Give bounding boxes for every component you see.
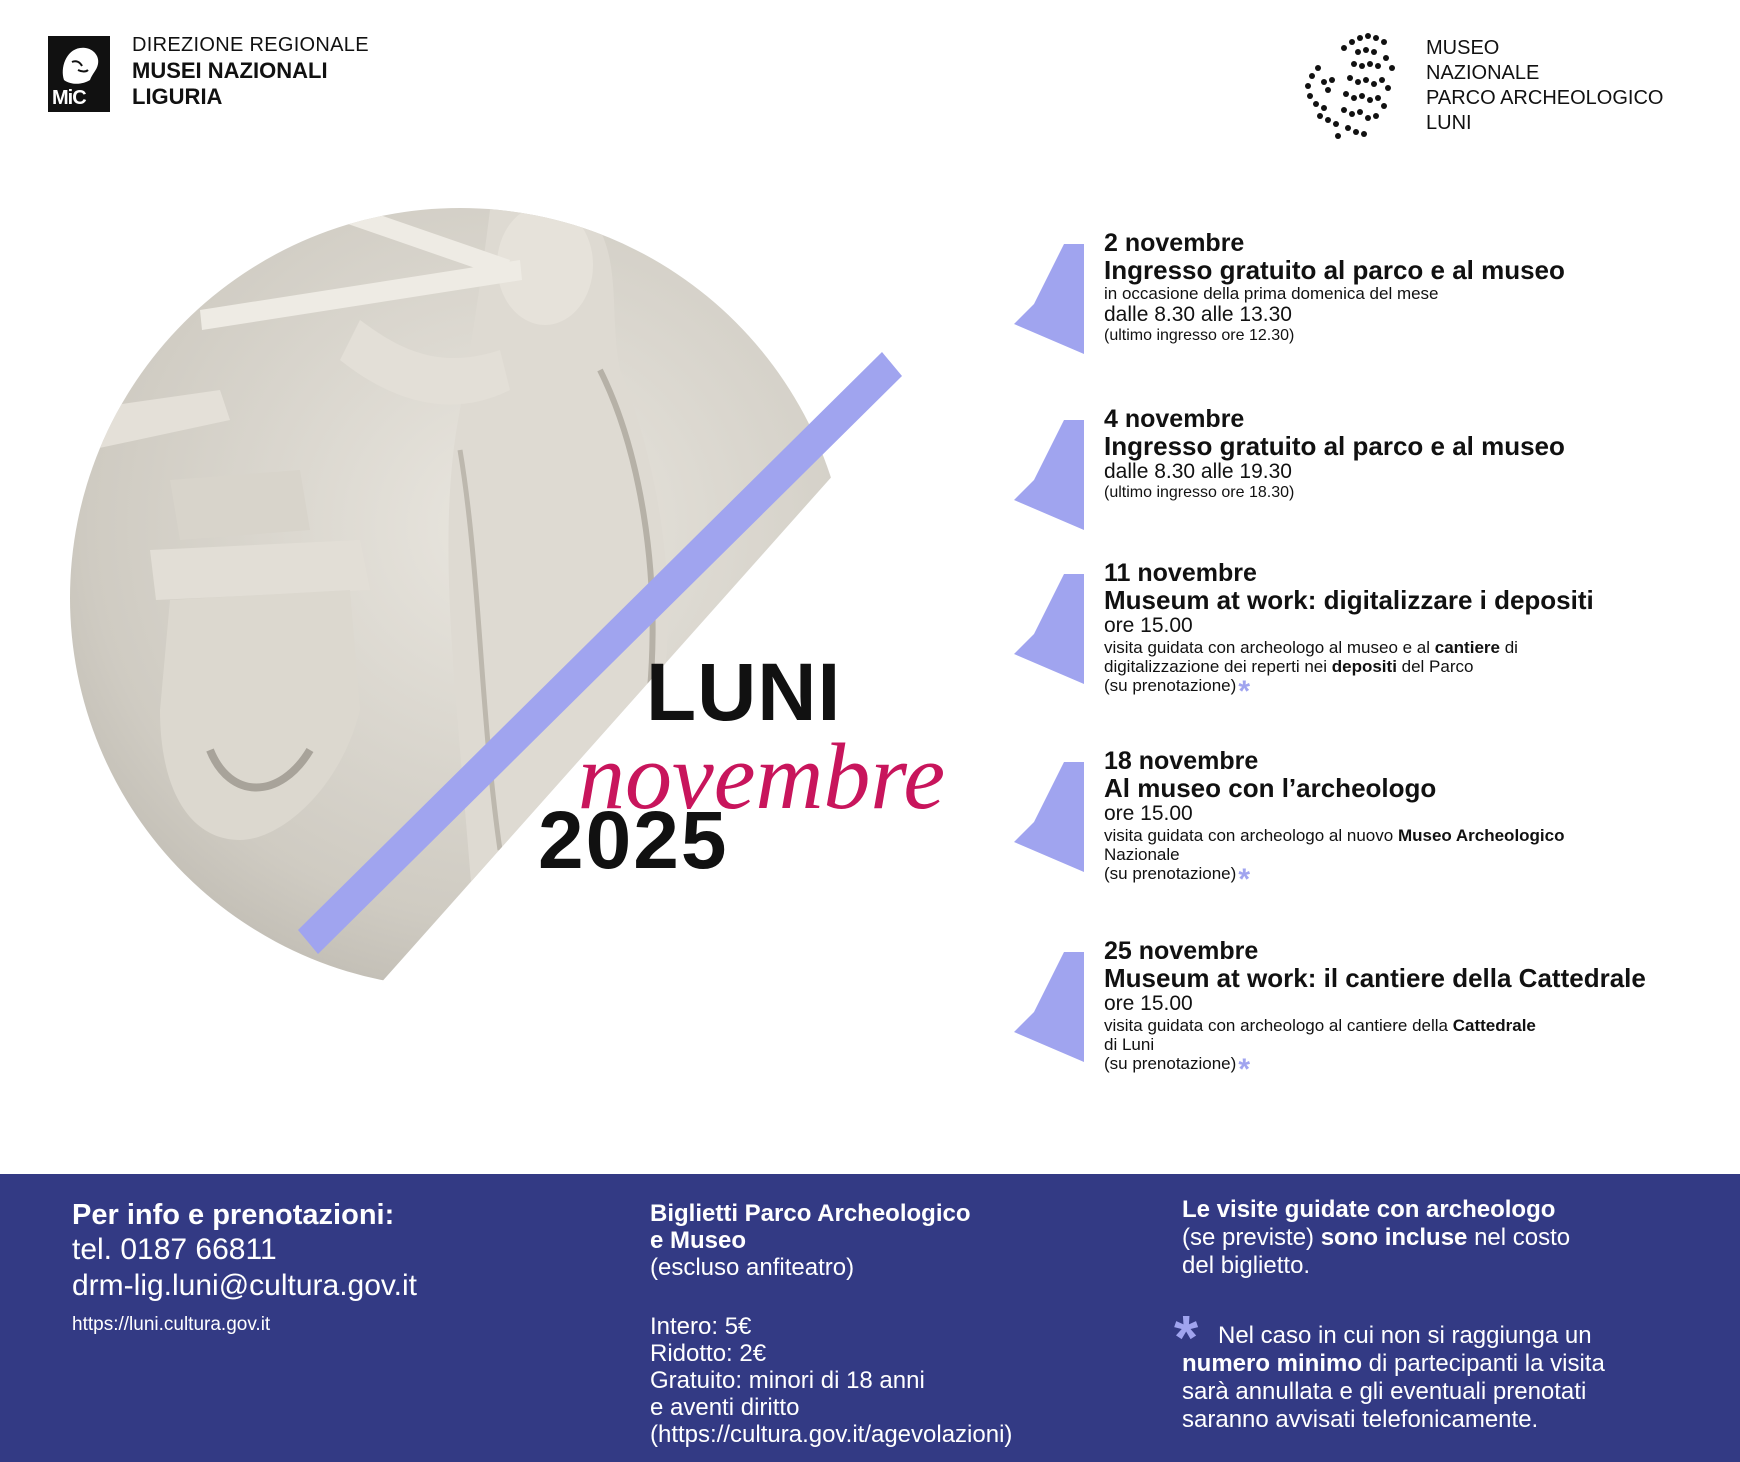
title-year: 2025 — [538, 795, 729, 886]
footer-tickets — [650, 1200, 1150, 1448]
info-url[interactable]: https://luni.cultura.gov.it — [72, 1314, 271, 1335]
event-2-title: Ingresso gratuito al parco e al museo — [1104, 431, 1565, 461]
info-email[interactable]: drm-lig.luni@cultura.gov.it — [72, 1269, 418, 1302]
logo-line-1: DIREZIONE REGIONALE — [132, 34, 369, 56]
event-4-time: ore 15.00 — [1104, 802, 1193, 825]
event-3-time: ore 15.00 — [1104, 614, 1193, 637]
mic-logo — [48, 32, 408, 112]
guided-line-3: del biglietto. — [1182, 1252, 1311, 1279]
museo-logo-line-3: PARCO ARCHEOLOGICO — [1426, 87, 1664, 109]
event-5-desc-line-1: visita guidata con archeologo al cantiere della Cattedrale — [1104, 1016, 1536, 1035]
event-3-date: 11 novembre — [1104, 559, 1257, 587]
event-4-wedge — [1014, 762, 1084, 872]
museo-logo-line-4: LUNI — [1426, 112, 1472, 134]
event-4-title: Al museo con l’archeologo — [1104, 773, 1437, 803]
tickets-excluded: (escluso anfiteatro) — [650, 1254, 855, 1281]
event-1-last-entry: (ultimo ingresso ore 12.30) — [1104, 327, 1295, 344]
event-2-date: 4 novembre — [1104, 405, 1245, 433]
mosaic-face-icon — [1298, 28, 1422, 148]
asterisk-icon: * — [1238, 1053, 1250, 1086]
event-5-booking: (su prenotazione)* — [1104, 1053, 1250, 1086]
note-line-3: sarà annullata e gli eventuali prenotati — [1182, 1378, 1587, 1405]
event-5-date: 25 novembre — [1104, 937, 1259, 965]
event-3-desc-line-2: digitalizzazione dei reperti nei depositi del Parco — [1104, 657, 1474, 676]
guided-line-2: (se previste) sono incluse nel costo — [1182, 1224, 1571, 1251]
event-3-desc-line-1: visita guidata con archeologo al museo e al cantiere di — [1104, 638, 1518, 657]
asterisk-icon: * — [1174, 1304, 1199, 1373]
info-heading: Per info e prenotazioni: — [72, 1199, 395, 1231]
event-2-wedge — [1014, 420, 1084, 530]
tickets-heading-2: e Museo — [650, 1227, 747, 1254]
museo-logo-line-1: MUSEO — [1426, 37, 1500, 59]
footer-guided — [1174, 1196, 1722, 1434]
logo-line-3: LIGURIA — [132, 84, 223, 109]
tickets-free-2: e aventi diritto — [650, 1394, 800, 1421]
asterisk-icon: * — [1238, 675, 1250, 708]
info-phone[interactable]: tel. 0187 66811 — [72, 1233, 277, 1266]
museo-logo-line-2: NAZIONALE — [1426, 62, 1540, 84]
event-5-desc-line-2: di Luni — [1104, 1035, 1155, 1054]
min-participants-note — [1174, 1304, 1722, 1434]
tickets-free-1: Gratuito: minori di 18 anni — [650, 1367, 925, 1394]
event-1-note: in occasione della prima domenica del mese — [1104, 284, 1439, 303]
mic-logo-mark — [48, 36, 110, 112]
event-5-wedge — [1014, 952, 1084, 1062]
event-1-title: Ingresso gratuito al parco e al museo — [1104, 255, 1565, 285]
event-5-title: Museum at work: il cantiere della Cattedrale — [1104, 963, 1646, 993]
asterisk-icon: * — [1238, 863, 1250, 896]
event-1-wedge — [1014, 244, 1084, 354]
event-3-title: Museum at work: digitalizzare i depositi — [1104, 585, 1594, 615]
event-4-booking: (su prenotazione)* — [1104, 863, 1250, 896]
footer-info — [72, 1198, 592, 1338]
event-2-last-entry: (ultimo ingresso ore 18.30) — [1104, 484, 1295, 501]
event-4-desc-line-2: Nazionale — [1104, 845, 1180, 864]
event-3-booking: (su prenotazione)* — [1104, 675, 1250, 708]
footer — [0, 1174, 1740, 1462]
event-1-date: 2 novembre — [1104, 229, 1245, 257]
event-2-hours: dalle 8.30 alle 19.30 — [1104, 460, 1292, 483]
statue-head-icon — [54, 40, 106, 92]
guided-line-1: Le visite guidate con archeologo — [1182, 1196, 1556, 1223]
title-month: novembre — [578, 725, 946, 829]
marble-relief-image — [60, 150, 1060, 1090]
event-1-hours: dalle 8.30 alle 13.30 — [1104, 303, 1292, 326]
mic-label: MiC — [52, 87, 86, 109]
tickets-heading-1: Biglietti Parco Archeologico — [650, 1200, 971, 1227]
note-line-1: Nel caso in cui non si raggiunga un — [1218, 1322, 1592, 1349]
note-line-4: saranno avvisati telefonicamente. — [1182, 1406, 1539, 1433]
event-4-desc-line-1: visita guidata con archeologo al nuovo Museo Archeologico — [1104, 826, 1565, 845]
tickets-full: Intero: 5€ — [650, 1313, 752, 1340]
tickets-reduced: Ridotto: 2€ — [650, 1340, 767, 1367]
event-5-time: ore 15.00 — [1104, 992, 1193, 1015]
note-line-2: numero minimo di partecipanti la visita — [1182, 1350, 1605, 1377]
event-3-wedge — [1014, 574, 1084, 684]
logo-line-2: MUSEI NAZIONALI — [132, 58, 328, 83]
museo-luni-logo — [1298, 28, 1698, 148]
title-luni: LUNI — [646, 647, 842, 738]
tickets-free-url[interactable]: (https://cultura.gov.it/agevolazioni) — [650, 1421, 1013, 1448]
event-4-date: 18 novembre — [1104, 747, 1259, 775]
